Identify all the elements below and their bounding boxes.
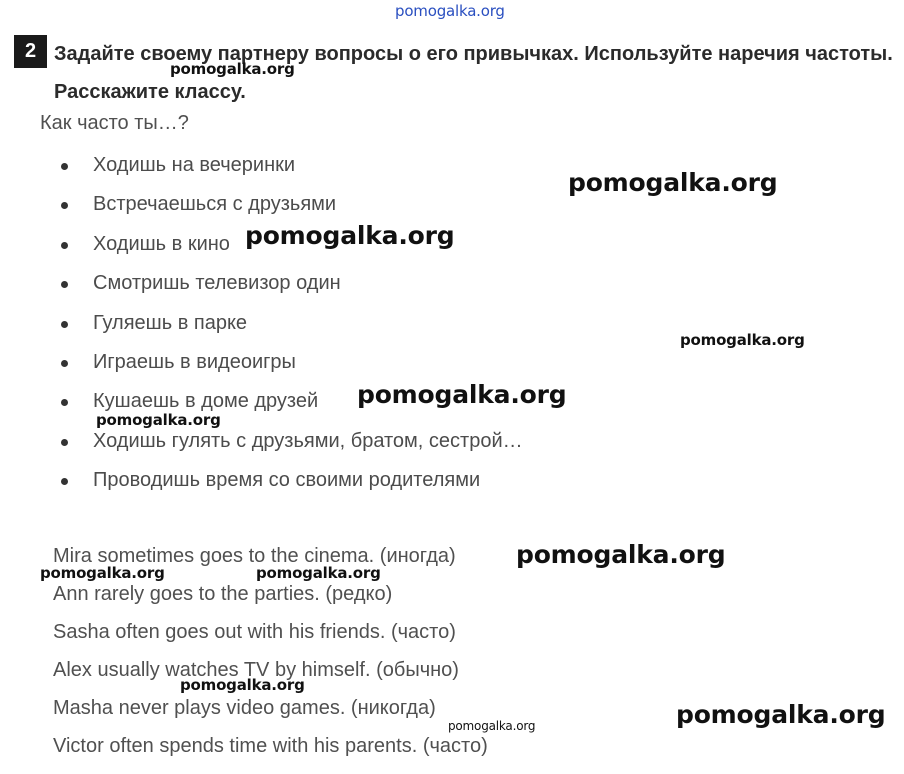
watermark: pomogalka.org xyxy=(256,564,381,582)
question-item: Проводишь время со своими родителями xyxy=(60,461,523,500)
question-list xyxy=(60,146,523,501)
question-item: Ходишь на вечеринки xyxy=(60,146,523,185)
question-item: Смотришь телевизор один xyxy=(60,264,523,303)
watermark: pomogalka.org xyxy=(357,380,567,409)
watermark: pomogalka.org xyxy=(568,168,778,197)
question-item: Ходишь гулять с друзьями, братом, сестрой… xyxy=(60,422,523,461)
question-item: Играешь в видеоигры xyxy=(60,343,523,382)
task-number-badge: 2 xyxy=(14,35,47,68)
watermark: pomogalka.org xyxy=(96,411,221,429)
watermark: pomogalka.org xyxy=(170,60,295,78)
watermark: pomogalka.org xyxy=(180,676,305,694)
answer-item: Alex usually watches TV by himself. (обычно) xyxy=(53,659,459,681)
question-item: Встречаешься с друзьями xyxy=(60,185,523,224)
watermark: pomogalka.org xyxy=(516,540,726,569)
watermark: pomogalka.org xyxy=(676,700,886,729)
watermark-top: pomogalka.org xyxy=(395,2,505,20)
question-item: Ходишь в кино xyxy=(60,225,523,264)
watermark: pomogalka.org xyxy=(680,331,805,349)
task-instruction: Задайте своему партнеру вопросы о его привычках. Используйте наречия частоты. Расскажите классу. xyxy=(54,43,893,103)
answer-item: Victor often spends time with his parents. (часто) xyxy=(53,735,488,757)
question-item: Кушаешь в доме друзей xyxy=(60,382,523,421)
answer-item: Sasha often goes out with his friends. (часто) xyxy=(53,621,456,643)
question-prompt: Как часто ты…? xyxy=(40,112,189,134)
answer-item: Mira sometimes goes to the cinema. (иногда) xyxy=(53,545,456,567)
answer-item: Masha never plays video games. (никогда) xyxy=(53,697,436,719)
watermark: pomogalka.org xyxy=(448,719,536,733)
answer-item: Ann rarely goes to the parties. (редко) xyxy=(53,583,393,605)
question-item: Гуляешь в парке xyxy=(60,304,523,343)
watermark: pomogalka.org xyxy=(245,221,455,250)
watermark: pomogalka.org xyxy=(40,564,165,582)
